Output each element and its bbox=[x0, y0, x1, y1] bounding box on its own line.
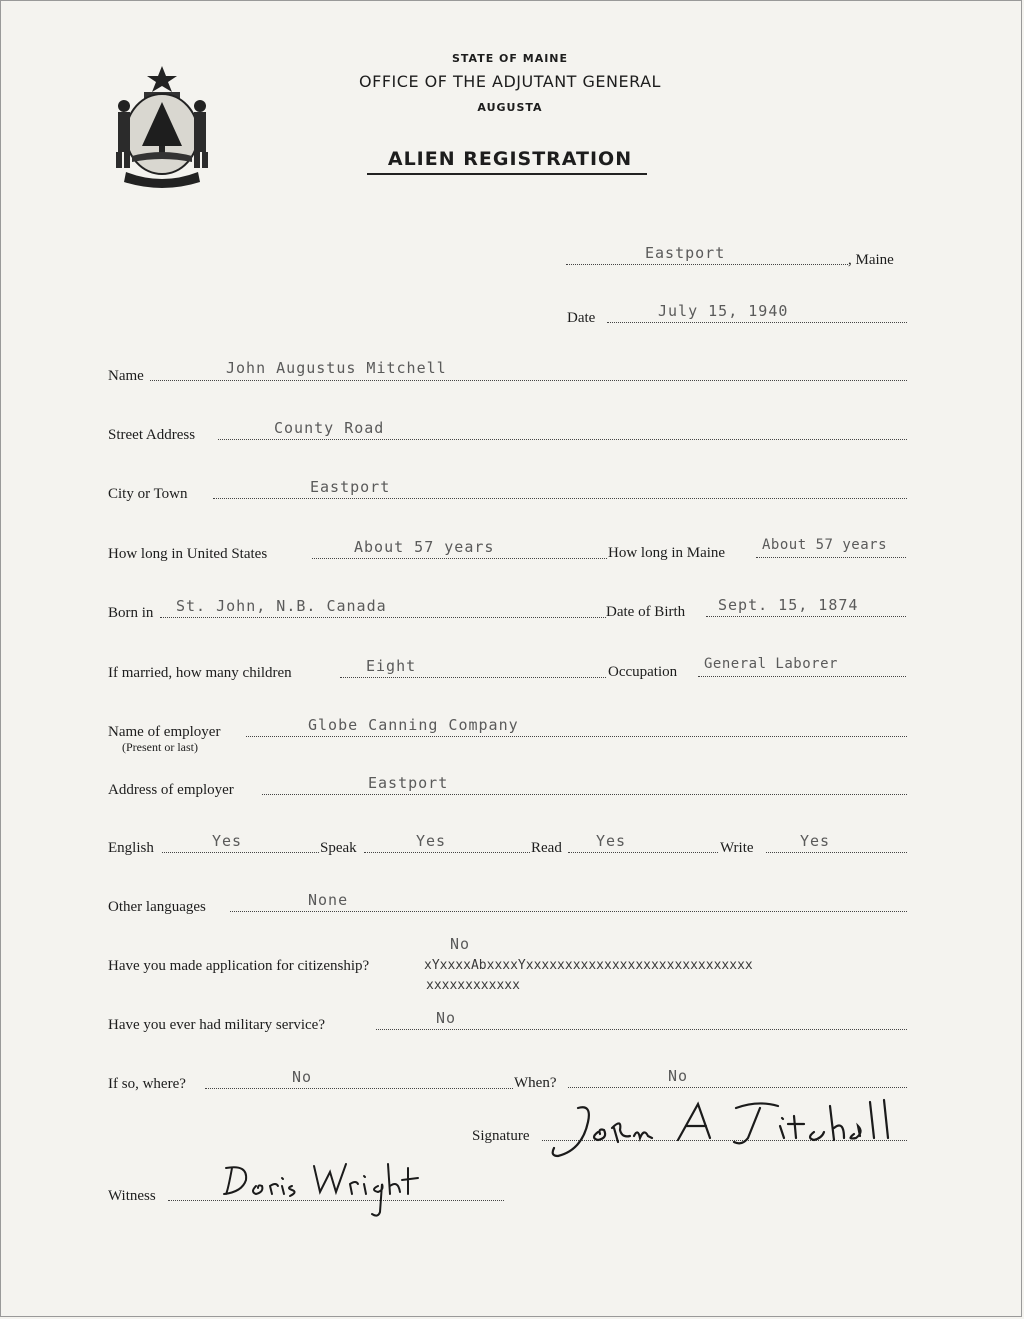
street-value: County Road bbox=[274, 419, 385, 437]
citizenship-struck-line-2: xxxxxxxxxxxx bbox=[426, 978, 520, 993]
place-suffix: , Maine bbox=[848, 252, 894, 268]
write-label: Write bbox=[720, 840, 754, 856]
maine-duration-label: How long in Maine bbox=[608, 545, 726, 561]
dob-line bbox=[706, 616, 906, 617]
citizenship-struck-line-1: xYxxxxAbxxxxYxxxxxxxxxxxxxxxxxxxxxxxxxxxxx bbox=[424, 958, 753, 973]
occupation-line bbox=[698, 676, 906, 677]
city-value: Eastport bbox=[310, 478, 391, 496]
us-duration-line bbox=[312, 558, 607, 559]
speak-label: Speak bbox=[320, 840, 357, 856]
signature-label: Signature bbox=[472, 1128, 530, 1144]
employer-label: Name of employer bbox=[108, 724, 221, 740]
read-value: Yes bbox=[596, 832, 627, 850]
military-value: No bbox=[436, 1009, 457, 1027]
when-value: No bbox=[668, 1067, 689, 1085]
speak-value: Yes bbox=[416, 832, 447, 850]
speak-line bbox=[364, 852, 530, 853]
street-label: Street Address bbox=[108, 427, 196, 443]
occupation-label: Occupation bbox=[608, 664, 678, 680]
date-line bbox=[607, 322, 907, 323]
name-line bbox=[150, 380, 907, 381]
witness-label: Witness bbox=[108, 1188, 156, 1204]
english-label: English bbox=[108, 840, 154, 856]
english-line bbox=[162, 852, 319, 853]
born-in-label: Born in bbox=[108, 605, 154, 621]
employer-line bbox=[246, 736, 907, 737]
where-label: If so, where? bbox=[108, 1076, 186, 1092]
read-label: Read bbox=[531, 840, 562, 856]
military-line bbox=[376, 1029, 907, 1030]
occupation-value: General Laborer bbox=[704, 656, 838, 672]
title-underline bbox=[367, 173, 647, 175]
name-label: Name bbox=[108, 368, 144, 384]
when-line bbox=[568, 1087, 907, 1088]
date-label: Date bbox=[567, 310, 596, 326]
where-value: No bbox=[292, 1068, 313, 1086]
place-line bbox=[566, 264, 848, 265]
where-line bbox=[205, 1088, 513, 1089]
maine-duration-value: About 57 years bbox=[762, 537, 888, 553]
city-label: City or Town bbox=[108, 486, 188, 502]
place-value: Eastport bbox=[645, 244, 726, 262]
name-value: John Augustus Mitchell bbox=[226, 359, 447, 377]
employer-address-value: Eastport bbox=[368, 774, 449, 792]
children-value: Eight bbox=[366, 657, 417, 675]
citizenship-value: No bbox=[450, 935, 471, 953]
born-in-line bbox=[160, 617, 606, 618]
us-duration-value: About 57 years bbox=[354, 538, 495, 556]
header-office: OFFICE OF THE ADJUTANT GENERAL bbox=[359, 72, 661, 91]
children-label: If married, how many children bbox=[108, 665, 292, 681]
form-title: ALIEN REGISTRATION bbox=[387, 148, 633, 170]
header-city: AUGUSTA bbox=[477, 101, 543, 114]
other-languages-value: None bbox=[308, 891, 349, 909]
city-line bbox=[213, 498, 907, 499]
read-line bbox=[568, 852, 718, 853]
signature-handwriting bbox=[548, 1098, 948, 1173]
state-seal-icon bbox=[108, 64, 216, 188]
employer-address-line bbox=[262, 794, 907, 795]
street-line bbox=[218, 439, 907, 440]
date-value: July 15, 1940 bbox=[658, 302, 789, 320]
other-languages-label: Other languages bbox=[108, 899, 206, 915]
employer-address-label: Address of employer bbox=[108, 782, 234, 798]
dob-value: Sept. 15, 1874 bbox=[718, 596, 859, 614]
write-line bbox=[766, 852, 907, 853]
write-value: Yes bbox=[800, 832, 831, 850]
when-label: When? bbox=[514, 1075, 557, 1091]
dob-label: Date of Birth bbox=[606, 604, 686, 620]
citizenship-label: Have you made application for citizenship? bbox=[108, 958, 370, 974]
header-state: STATE OF MAINE bbox=[451, 52, 569, 65]
military-label: Have you ever had military service? bbox=[108, 1017, 325, 1033]
maine-duration-line bbox=[756, 557, 906, 558]
children-line bbox=[340, 677, 606, 678]
witness-handwriting bbox=[222, 1160, 422, 1225]
us-duration-label: How long in United States bbox=[108, 546, 268, 562]
employer-value: Globe Canning Company bbox=[308, 716, 519, 734]
english-value: Yes bbox=[212, 832, 243, 850]
other-languages-line bbox=[230, 911, 907, 912]
born-in-value: St. John, N.B. Canada bbox=[176, 597, 387, 615]
employer-sublabel: (Present or last) bbox=[122, 740, 198, 754]
